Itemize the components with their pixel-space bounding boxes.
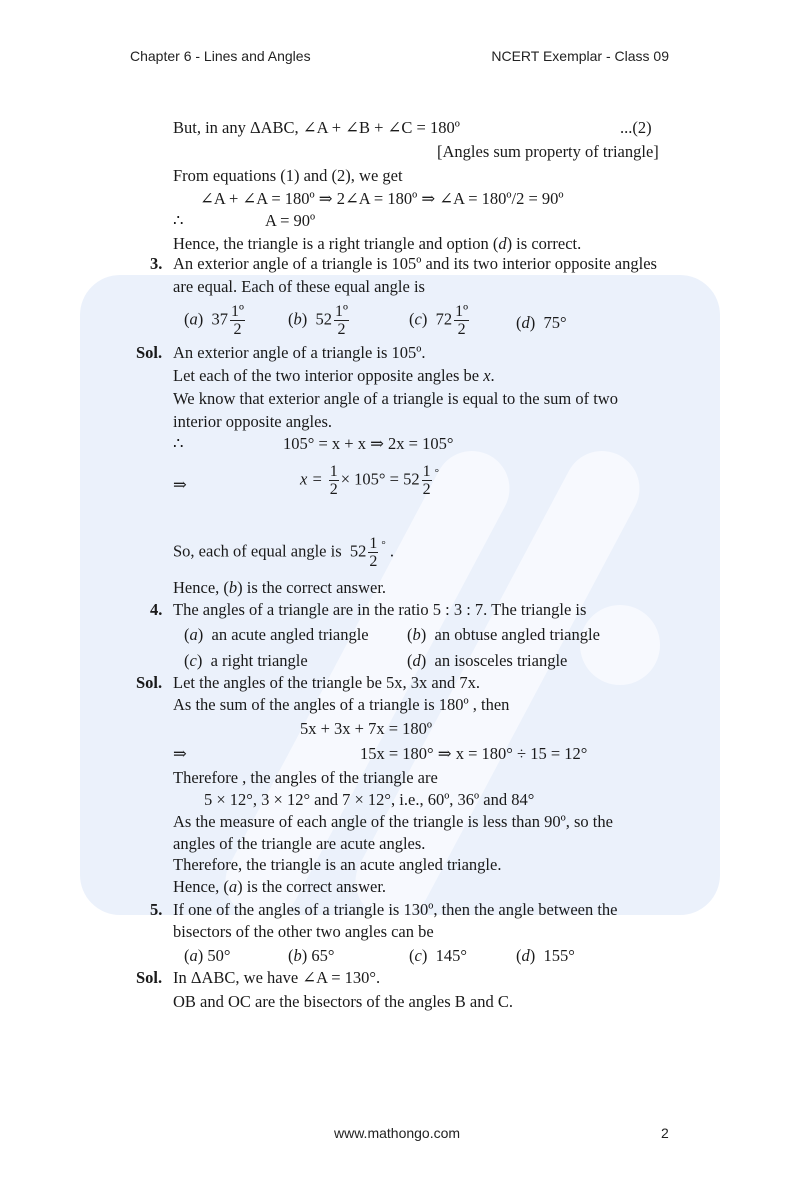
conclusion-line: Hence, (b) is the correct answer. [173, 578, 387, 597]
implies-symbol: ⇒ [173, 475, 187, 494]
option-c: (c) 72 $\frac{\text{1º}}{2}$ [409, 303, 469, 338]
option-c: (c) a right triangle [184, 651, 308, 670]
equation-line: 5 × 12°, 3 × 12° and 7 × 12°, i.e., 60º, 36º and 84° [204, 790, 535, 809]
solution-label: Sol. [136, 343, 163, 362]
option-d: (d) an isosceles triangle [407, 651, 568, 670]
implies-symbol: ⇒ [173, 744, 187, 763]
footer-website-link[interactable]: www.mathongo.com [334, 1125, 461, 1141]
option-a: (a) 50° [184, 946, 231, 965]
text-line: From equations (1) and (2), we get [173, 166, 403, 185]
option-a: (a) 37 $\frac{\text{1º}}{2}$ [184, 303, 244, 338]
solution-text: We know that exterior angle of a triangle is equal to the sum of two [173, 389, 618, 408]
solution-label: Sol. [136, 673, 163, 692]
question-number: 4. [150, 600, 163, 619]
solution-text: Therefore , the angles of the triangle are [173, 768, 438, 787]
therefore-symbol: ∴ [173, 211, 184, 230]
question-text: An exterior angle of a triangle is 105º and its two interior opposite angles [173, 254, 657, 273]
solution-text: interior opposite angles. [173, 412, 333, 431]
question-text: If one of the angles of a triangle is 130º, then the angle between the [173, 900, 618, 919]
solution-text: In ΔABC, we have ∠A = 130°. [173, 968, 381, 987]
equation-line: x = $\frac{1}{2}$ × 105° = 52 $\frac{1}{2}$ ° [300, 463, 439, 498]
text-line: But, in any ΔABC, ∠A + ∠B + ∠C = 180º [173, 118, 460, 137]
question-number: 3. [150, 254, 163, 273]
equation-line: A = 90º [265, 211, 316, 230]
equation-line: 105° = x + x ⇒ 2x = 105° [283, 434, 454, 453]
option-b: (b) 65° [288, 946, 335, 965]
question-text: are equal. Each of these equal angle is [173, 277, 425, 296]
option-c: (c) 145° [409, 946, 467, 965]
equation-line: 5x + 3x + 7x = 180º [300, 719, 433, 738]
option-b: (b) 52 $\frac{\text{1º}}{2}$ [288, 303, 348, 338]
question-text: bisectors of the other two angles can be [173, 922, 434, 941]
solution-label: Sol. [136, 968, 163, 987]
solution-text: As the measure of each angle of the triangle is less than 90º, so the [173, 812, 613, 831]
option-d: (d) 155° [516, 946, 575, 965]
question-number: 5. [150, 900, 163, 919]
question-text: The angles of a triangle are in the ratio 5 : 3 : 7. The triangle is [173, 600, 587, 619]
equation-reference: ...(2) [620, 118, 652, 137]
header-chapter-title: Chapter 6 - Lines and Angles [130, 48, 311, 64]
solution-text: So, each of equal angle is 52 $\frac{1}{2}$ ° . [173, 535, 395, 570]
solution-text: Let each of the two interior opposite angles be x. [173, 366, 495, 385]
option-a: (a) an acute angled triangle [184, 625, 369, 644]
solution-text: As the sum of the angles of a triangle is 180º , then [173, 695, 510, 714]
solution-text: angles of the triangle are acute angles. [173, 834, 426, 853]
header-book-title: NCERT Exemplar - Class 09 [491, 48, 669, 64]
page-number: 2 [661, 1125, 669, 1141]
option-b: (b) an obtuse angled triangle [407, 625, 600, 644]
solution-text: OB and OC are the bisectors of the angles B and C. [173, 992, 514, 1011]
conclusion-line: Hence, the triangle is a right triangle and option (d) is correct. [173, 234, 582, 253]
equation-line: ∠A + ∠A = 180º ⇒ 2∠A = 180º ⇒ ∠A = 180º/2 = 90º [200, 189, 564, 208]
reason-text: [Angles sum property of triangle] [437, 142, 659, 161]
conclusion-line: Hence, (a) is the correct answer. [173, 877, 387, 896]
therefore-symbol: ∴ [173, 434, 184, 453]
equation-line: 15x = 180° ⇒ x = 180° ÷ 15 = 12° [360, 744, 588, 763]
solution-text: Let the angles of the triangle be 5x, 3x and 7x. [173, 673, 480, 692]
option-d: (d) 75° [516, 313, 567, 332]
solution-text: Therefore, the triangle is an acute angled triangle. [173, 855, 502, 874]
solution-text: An exterior angle of a triangle is 105º. [173, 343, 426, 362]
